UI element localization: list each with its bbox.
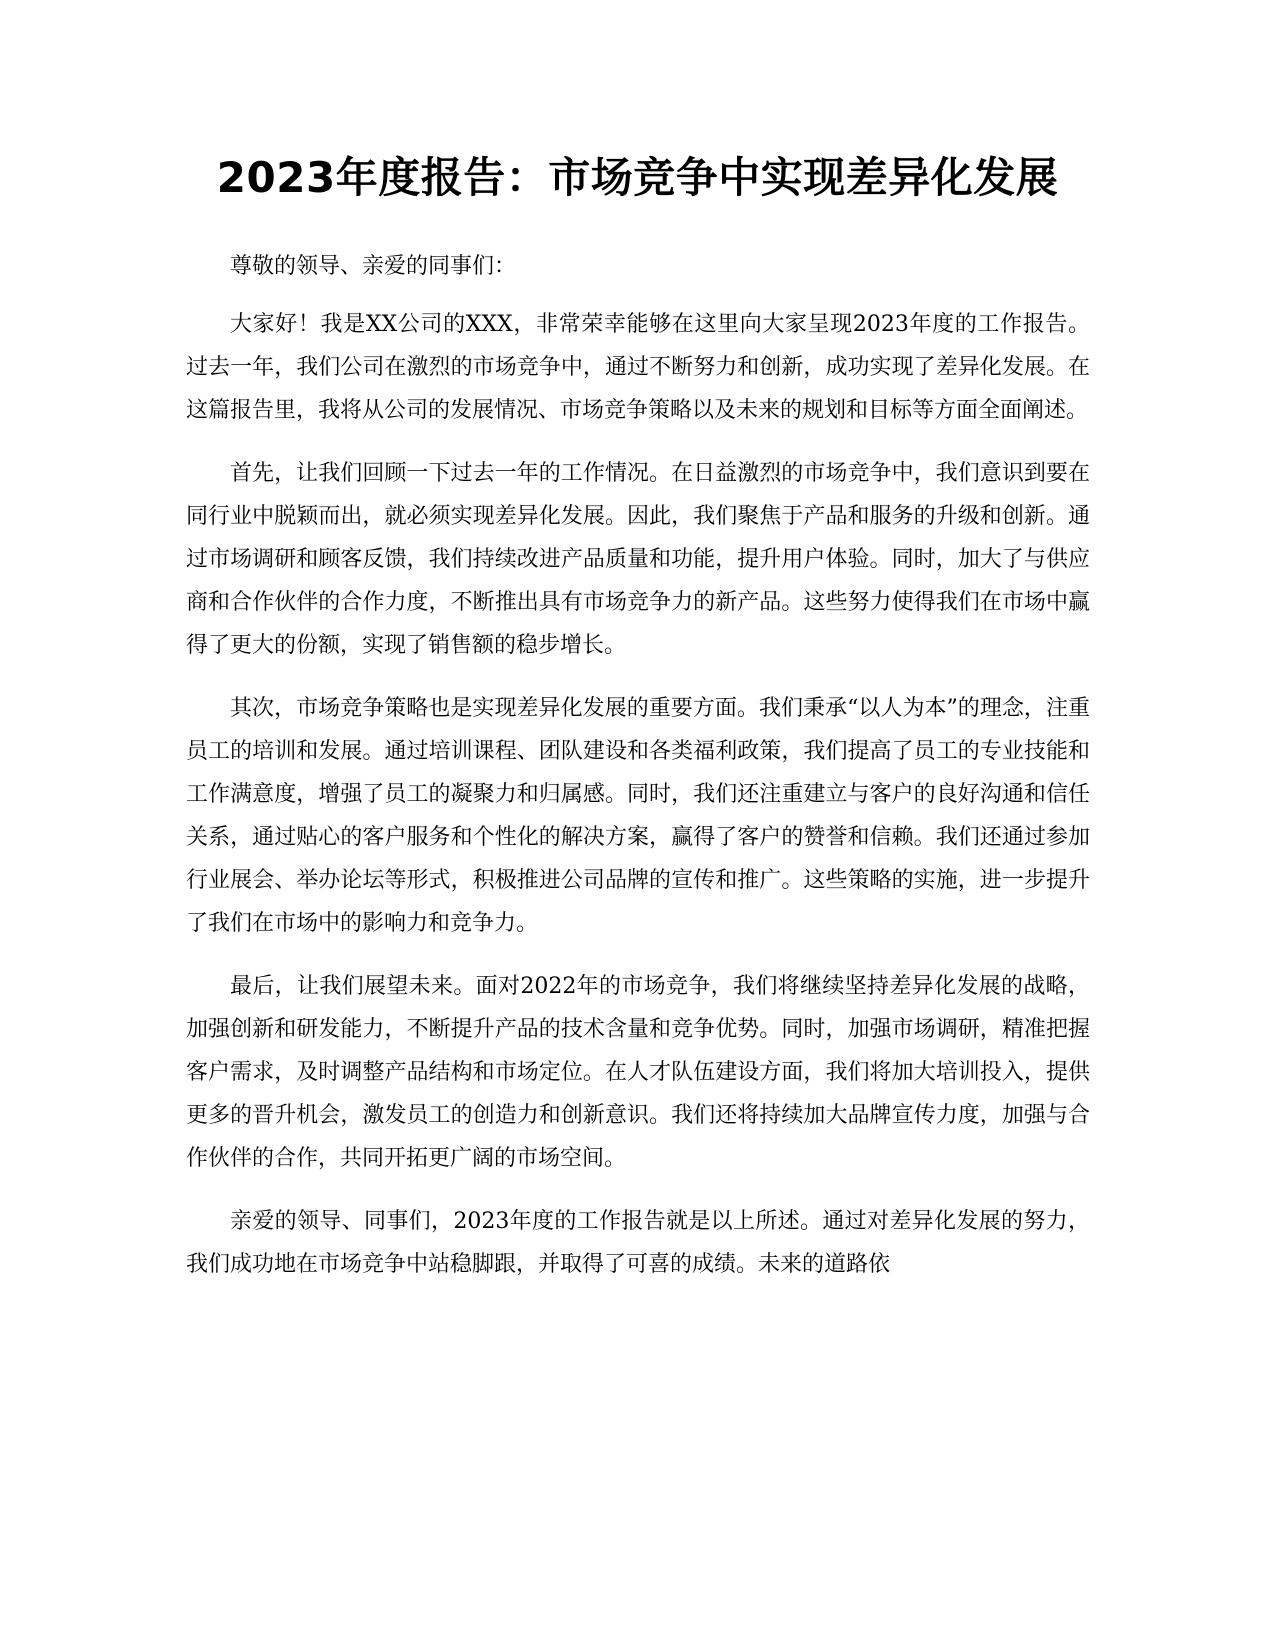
review-paragraph: 首先，让我们回顾一下过去一年的工作情况。在日益激烈的市场竞争中，我们意识到要在同行业中脱颖而出，就必须实现差异化发展。因此，我们聚焦于产品和服务的升级和创新。通过市场调研和顾客反馈，我们持续改进产品质量和功能，提升用户体验。同时，加大了与供应商和合作伙伴的合作力度，不断推出具有市场竞争力的新产品。这些努力使得我们在市场中赢得了更大的份额，实现了销售额的稳步增长。 — [186, 461, 1090, 658]
greeting-paragraph: 尊敬的领导、亲爱的同事们： — [230, 254, 517, 279]
document-body — [186, 245, 1090, 1306]
outlook-paragraph: 最后，让我们展望未来。面对2022年的市场竞争，我们将继续坚持差异化发展的战略，加强创新和研发能力，不断提升产品的技术含量和竞争优势。同时，加强市场调研，精准把握客户需求，及时调整产品结构和市场定位。在人才队伍建设方面，我们将加大培训投入，提供更多的晋升机会，激发员工的创造力和创新意识。我们还将持续加大品牌宣传力度，加强与合作伙伴的合作，共同开拓更广阔的市场空间。 — [186, 974, 1090, 1171]
strategy-paragraph: 其次，市场竞争策略也是实现差异化发展的重要方面。我们秉承“以人为本”的理念，注重员工的培训和发展。通过培训课程、团队建设和各类福利政策，我们提高了员工的专业技能和工作满意度，增强了员工的凝聚力和归属感。同时，我们还注重建立与客户的良好沟通和信任关系，通过贴心的客户服务和个性化的解决方案，赢得了客户的赞誉和信赖。我们还通过参加行业展会、举办论坛等形式，积极推进公司品牌的宣传和推广。这些策略的实施，进一步提升了我们在市场中的影响力和竞争力。 — [186, 696, 1090, 936]
closing-paragraph: 亲爱的领导、同事们，2023年度的工作报告就是以上所述。通过对差异化发展的努力，我们成功地在市场竞争中站稳脚跟，并取得了可喜的成绩。未来的道路依 — [186, 1209, 1090, 1277]
intro-paragraph: 大家好！我是XX公司的XXX，非常荣幸能够在这里向大家呈现2023年度的工作报告。过去一年，我们公司在激烈的市场竞争中，通过不断努力和创新，成功实现了差异化发展。在这篇报告里，我将从公司的发展情况、市场竞争策略以及未来的规划和目标等方面全面阐述。 — [186, 312, 1090, 423]
document-title: 2023年度报告：市场竞争中实现差异化发展 — [216, 153, 1059, 202]
